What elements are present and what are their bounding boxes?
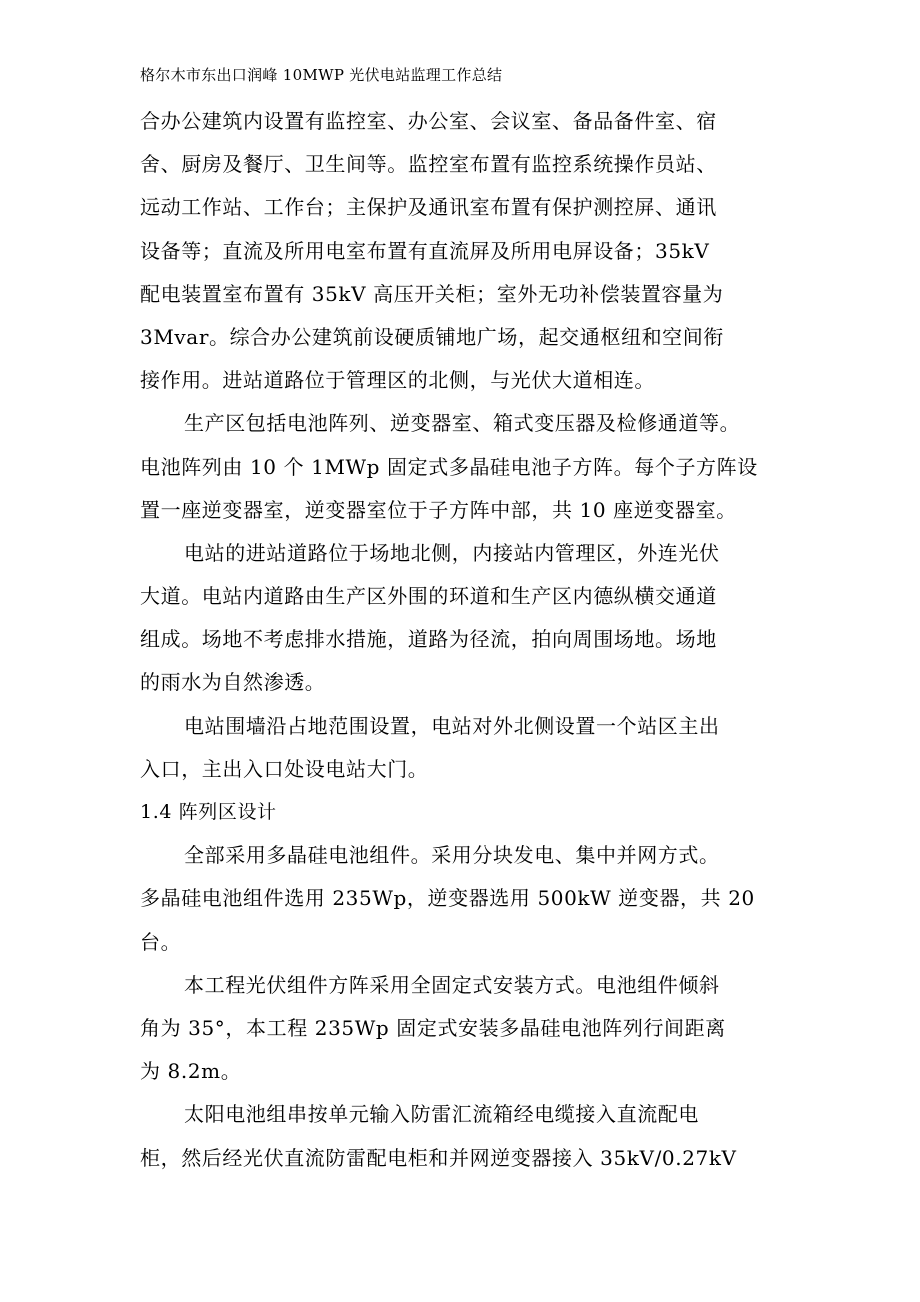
text-line: 为 8.2m。 bbox=[140, 1059, 242, 1084]
paragraph-start: 电站的进站道路位于场地北侧，内接站内管理区，外连光伏 bbox=[184, 540, 720, 565]
text-line: 舍、厨房及餐厅、卫生间等。监控室布置有监控系统操作员站、 bbox=[140, 152, 717, 177]
paragraph-start: 本工程光伏组件方阵采用全固定式安装方式。电池组件倾斜 bbox=[184, 972, 720, 997]
page-header: 格尔木市东出口润峰 10MWP 光伏电站监理工作总结 bbox=[140, 66, 503, 84]
text-line: 接作用。进站道路位于管理区的北侧，与光伏大道相连。 bbox=[140, 368, 655, 393]
text-line: 组成。场地不考虑排水措施，道路为径流，拍向周围场地。场地 bbox=[140, 627, 717, 652]
text-line: 角为 35°，本工程 235Wp 固定式安装多晶硅电池阵列行间距离 bbox=[140, 1015, 726, 1040]
text-line: 置一座逆变器室，逆变器室位于子方阵中部，共 10 座逆变器室。 bbox=[140, 497, 737, 522]
text-line: 柜，然后经光伏直流防雷配电柜和并网逆变器接入 35kV/0.27kV bbox=[140, 1145, 737, 1170]
text-line: 电池阵列由 10 个 1MWp 固定式多晶硅电池子方阵。每个子方阵设 bbox=[140, 454, 758, 479]
body-text bbox=[140, 100, 780, 1180]
paragraph-start: 电站围墙沿占地范围设置，电站对外北侧设置一个站区主出 bbox=[184, 713, 720, 738]
text-line: 台。 bbox=[140, 929, 182, 954]
text-line: 远动工作站、工作台；主保护及通讯室布置有保护测控屏、通讯 bbox=[140, 195, 717, 220]
text-line: 入口，主出入口处设电站大门。 bbox=[140, 756, 429, 781]
paragraph-start: 全部采用多晶硅电池组件。采用分块发电、集中并网方式。 bbox=[184, 843, 720, 868]
text-line: 大道。电站内道路由生产区外围的环道和生产区内德纵横交通道 bbox=[140, 584, 717, 609]
text-line: 设备等；直流及所用电室布置有直流屏及所用电屏设备；35kV bbox=[140, 238, 710, 263]
text-line: 多晶硅电池组件选用 235Wp，逆变器选用 500kW 逆变器，共 20 bbox=[140, 886, 755, 911]
text-line: 的雨水为自然渗透。 bbox=[140, 670, 326, 695]
text-line: 3Mvar。综合办公建筑前设硬质铺地广场，起交通枢纽和空间衔 bbox=[140, 324, 724, 349]
text-line: 配电装置室布置有 35kV 高压开关柜；室外无功补偿装置容量为 bbox=[140, 281, 724, 306]
paragraph-start: 生产区包括电池阵列、逆变器室、箱式变压器及检修通道等。 bbox=[184, 411, 741, 436]
paragraph-start: 太阳电池组串按单元输入防雷汇流箱经电缆接入直流配电 bbox=[184, 1102, 699, 1127]
text-line: 合办公建筑内设置有监控室、办公室、会议室、备品备件室、宿 bbox=[140, 109, 717, 133]
section-heading: 1.4 阵列区设计 bbox=[140, 801, 277, 823]
